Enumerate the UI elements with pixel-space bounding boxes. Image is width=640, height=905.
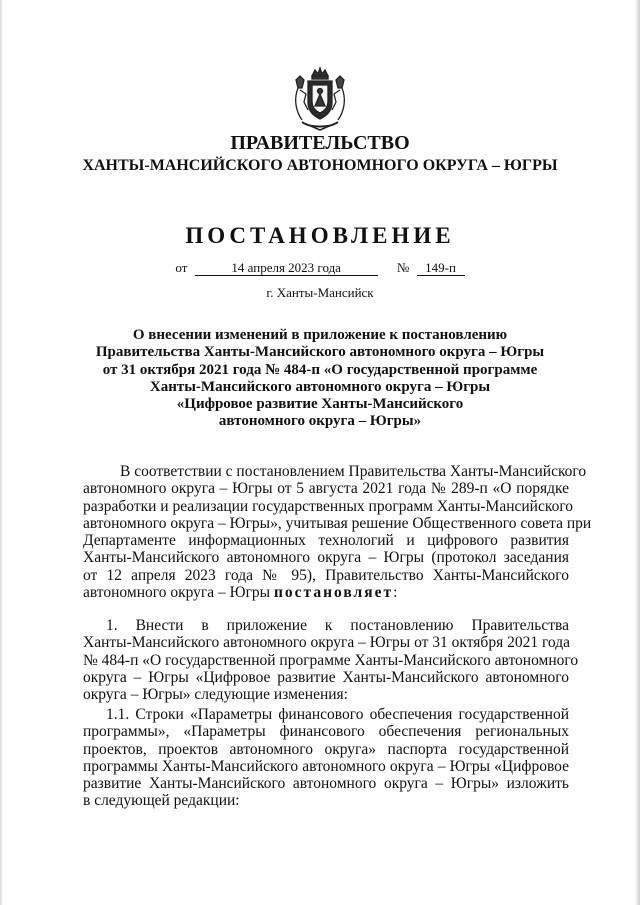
document-type-heading: ПОСТАНОВЛЕНИЕ [185, 223, 455, 248]
subject-line: Ханты-Мансийского автономного округа – Югры [149, 378, 491, 395]
number-label: № [396, 260, 410, 275]
text-line: в следующей редакции: [83, 792, 240, 810]
text-line: Департаменте информационных технологий и цифрового развития [83, 532, 569, 550]
text-line: 1. Внести в приложение к постановлению Правительства [106, 617, 569, 634]
subject-line: от 31 октября 2021 года № 484-п «О государственной программе [102, 361, 538, 378]
text-fragment: автономного округа – Югры [83, 584, 274, 602]
document-number: 149-п [417, 261, 465, 276]
issue-city: г. Ханты-Мансийск [266, 285, 374, 300]
text-line [83, 584, 569, 601]
text-line: программы Ханты-Мансийского автономного округа – Югры «Цифровое [83, 757, 569, 775]
document-date: 14 апреля 2023 года [195, 261, 378, 276]
text-line: разработки и реализации государственных программ Ханты-Мансийского [83, 497, 574, 515]
text-line: № 484-п «О государственной программе Ханты-Мансийского автономного [83, 651, 579, 669]
text-line: Ханты-Мансийского автономного округа – Югры от 31 октября 2021 года [83, 634, 570, 652]
date-number-line [0, 259, 640, 277]
text-line: 1.1. Строки «Параметры финансового обеспечения государственной [106, 706, 569, 723]
text-line: округа – Югры» следующие изменения: [83, 686, 348, 704]
document-subject [90, 327, 550, 431]
text-line: Ханты-Мансийского автономного округа – Югры (протокол заседания [83, 549, 569, 567]
item-1-1-paragraph [83, 706, 569, 810]
subject-line: «Цифровое развитие Ханты-Мансийского [176, 396, 464, 413]
text-line: развитие Ханты-Мансийского автономного округа – Югры» изложить [83, 775, 569, 793]
subject-line: О внесении изменений в приложение к постановлению [132, 327, 508, 343]
decree-word: постановляет [273, 584, 394, 602]
region-title: ХАНТЫ-МАНСИЙСКОГО АВТОНОМНОГО ОКРУГА – ЮГРЫ [82, 157, 558, 174]
text-line: автономного округа – Югры от 5 августа 2021 года № 289-п «О порядке [83, 480, 569, 498]
coat-of-arms-icon [290, 66, 350, 132]
text-line: В соответствии с постановлением Правительства Ханты-Мансийского [120, 463, 587, 480]
item-1-paragraph [83, 617, 579, 704]
text-line: автономного округа – Югры», учитывая решение Общественного совета при [83, 514, 592, 532]
text-line: округа – Югры «Цифровое развитие Ханты-Мансийского автономного [83, 668, 569, 686]
government-title: ПРАВИТЕЛЬСТВО [230, 132, 410, 154]
text-line: от 12 апреля 2023 года № 95), Правительство Ханты-Мансийского [83, 566, 569, 584]
date-prefix: от [175, 260, 188, 275]
subject-line: автономного округа – Югры» [218, 413, 422, 430]
text-fragment: : [393, 584, 398, 602]
subject-line: Правительства Ханты-Мансийского автономного округа – Югры [95, 344, 545, 361]
text-line: программы», «Параметры финансового обеспечения региональных [83, 723, 569, 741]
preamble-paragraph [83, 463, 592, 602]
text-line: проектов, проектов автономного округа» паспорта государственной [83, 740, 569, 758]
